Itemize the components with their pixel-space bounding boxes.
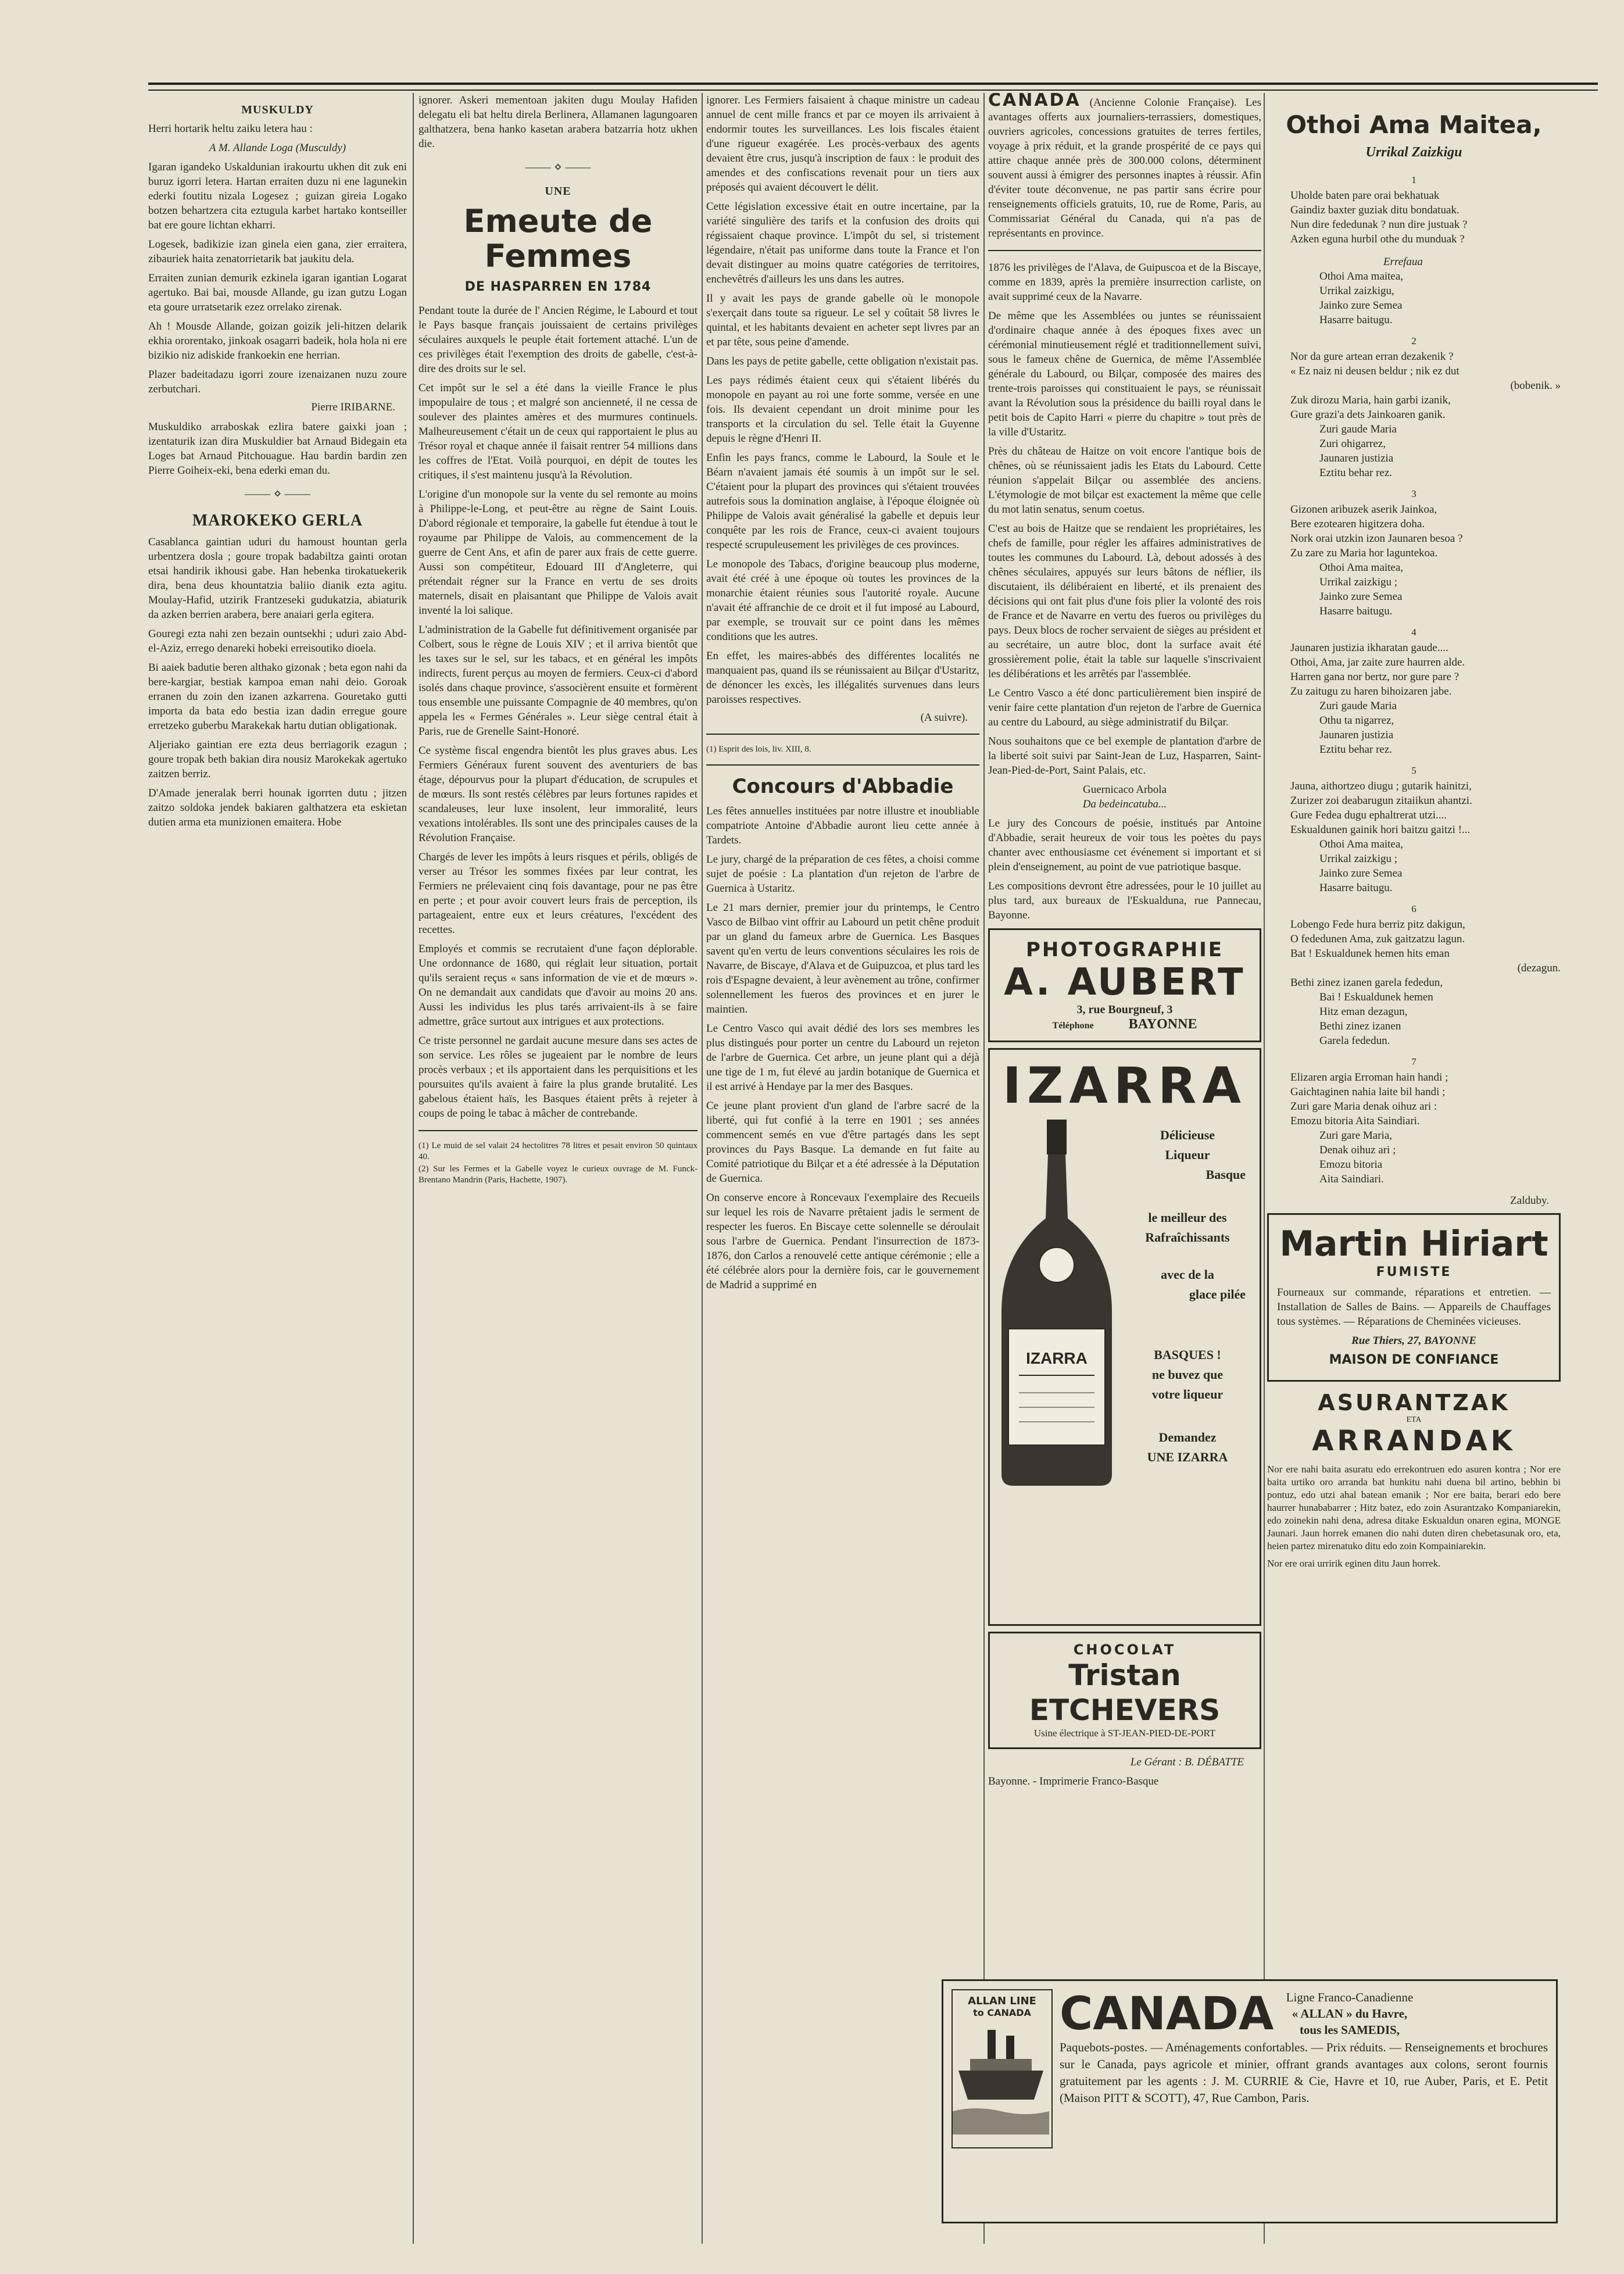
verse-line: Lobengo Fede hura berriz pitz dakigun,: [1290, 918, 1465, 931]
asurantzak-advert: [1267, 1390, 1561, 1570]
paragraph: De même que les Assemblées ou juntes se réunissaient d'ordinaire chaque année à des époques fixes avec un cérémonial minutieusement réglé et traditionnellement suivi, sous le fameux chêne de Guernica, de même l'Assemblée générale du Labourd, ou Bilçar, composée des maires des trente-trois paroisses qui constituaient le pays, se réunissait avant la Révolution sous la présidence du bailli royal dans le petit bois de Capito Harri « pierre du chapitre » tout près de la ville d'Ustaritz.: [988, 310, 1261, 438]
izarra-line: Liqueur: [1165, 1147, 1210, 1162]
hiriart-tagline: MAISON DE CONFIANCE: [1329, 1353, 1499, 1367]
photo-city: BAYONNE: [1128, 1017, 1197, 1032]
paragraph: Le Centro Vasco a été donc particulièrement bien inspiré de venir faire cette plantation d'un rejeton de l'arbre de Guernica au centre du Labourd, au siège administratif du Bilçar.: [988, 687, 1261, 728]
column-5: [1267, 93, 1561, 2244]
chocolat-address: Usine électrique à ST-JEAN-PIED-DE-PORT: [1033, 1728, 1216, 1739]
verse-line: Bai ! Eskualdunek hemen: [1319, 991, 1433, 1003]
allan-line-2: « ALLAN » du Havre,: [1292, 2007, 1408, 2021]
paragraph: Cette législation excessive était en outre incertaine, par la variété singulière des tarifs et la confusion des droits qui régissaient chaque province. L'impôt du sel, si tristement légendaire, n'était pas uniforme dans toute la France et l'on devait distinguer au moins quatre catégories de territoires, enchevêtrés d'ailleurs les uns dans les autres.: [706, 201, 979, 285]
verse-line: Zu zaitugu zu haren bihoizaren jabe.: [1290, 685, 1452, 698]
photo-name: A. AUBERT: [1004, 961, 1246, 1004]
photo-heading: PHOTOGRAPHIE: [1025, 938, 1224, 961]
bottle-label: IZARRA: [1026, 1349, 1088, 1367]
stanza: [1267, 1070, 1561, 1186]
paragraph: Casablanca gaintian uduri du hamoust hountan gerla urbentzera dosla ; goure tropak badabiltza gainti orotan etsai handirik ikhousi gabe. Han hebenka tirokatuekerik dira, bena deus khountatzia baliio dianik ezta agitu. Moulay-Hafid, utzirik Frantzeseki gudukatzia, abiaturik da azken berrien arabera, bere anaiari gerla egitera.: [148, 536, 407, 621]
column-1: [148, 93, 407, 2244]
verse-line: Jaunaren justizia: [1319, 729, 1394, 741]
paragraph: Cet impôt sur le sel a été dans la vieille France le plus impopulaire de tous ; et malgré son ancienneté, il ne cessa de soulever des plaintes amères et des murmures continuels. Malheureusement c'était un de ceux qui rapportaient le plus au Trésor royal et chaque année il faisait rentrer 54 millions dans les coffres de l'Etat. Voilà pourquoi, en dépit de toutes les critiques, il s'est maintenu jusqu'à la Révolution.: [418, 382, 697, 481]
page-top-rule: [148, 83, 1598, 91]
verse-line: (bobenik. »: [1510, 380, 1561, 392]
paragraph: Ce triste personnel ne gardait aucune mesure dans ses actes de son service. Les rôles se jugeaient par le nombre de leurs procès verbaux ; et ils apportaient dans les perquisitions et les poursuites qu'ils avaient à faire la plus grande brutalité. Les gabelous étaient haïs, les Basques étaient prêts à rejeter à coups de poing le tabac à mâcher de contrebande.: [418, 1035, 697, 1120]
poem-title: Othoi Ama Maitea,: [1286, 110, 1542, 139]
verse-line: Elizaren argia Erroman hain handi ;: [1290, 1071, 1448, 1084]
paragraph: Enfin les pays francs, comme le Labourd, la Soule et le Béarn n'avaient jamais été soumis à un impôt sur le sel. C'étaient pour la plupart des provinces qui s'étaient trouvées autrefois sous la domination anglaise, à l'époque éloignée où Philippe de Valois avait généralisé la gabelle et depuis leur conquête par les rois de France, ceux-ci avaient toujours respecté scrupuleusement les privilèges de ces provinces.: [706, 452, 979, 551]
izarra-line: votre liqueur: [1151, 1387, 1224, 1401]
verse-line: Aita Saindiari.: [1319, 1173, 1384, 1185]
verse-line: Zuri gare Maria,: [1319, 1129, 1393, 1142]
continuation-note: (A suivre).: [920, 711, 968, 724]
verse-line: Hasarre baitugu.: [1319, 605, 1393, 617]
verse-line: Azken eguna hurbil othe du munduak ?: [1290, 233, 1465, 245]
verse-line: Gure Fedea dugu ephaltrerat utzi....: [1290, 809, 1447, 821]
signature: Pierre IRIBARNE.: [311, 401, 395, 413]
column-4: [988, 93, 1261, 2244]
verse-line: Bere ezotearen higitzera doha.: [1290, 518, 1425, 530]
column-divider: [702, 93, 703, 2244]
izarra-line: UNE IZARRA: [1147, 1450, 1228, 1464]
verse-line: Bethi zinez izanen garela fededun,: [1290, 977, 1443, 989]
izarra-line: avec de la: [1161, 1267, 1214, 1282]
article-title: Emeute de Femmes: [463, 203, 653, 274]
verse-line: Bethi zinez izanen: [1319, 1020, 1401, 1032]
paragraph: Aljeriako gaintian ere ezta deus berriagorik ezagun ; goure tropak beth bakian dira nousiz Marokekak agertuko zaitzen berriz.: [148, 739, 407, 780]
verse-line: Jainko zure Semea: [1319, 591, 1403, 603]
paragraph: Bi aaiek badutie beren althako gizonak ; beta egon nahi da bere-kargiar, bestiak kampoa eman nahi deio. Goroak erranen du zoin den izanen azkarrena. Gouretako gutti importa da bata edo bestia izan dadin erregue goure erretzeko guberbu Marakekak hartu dutian obligationak.: [148, 662, 407, 732]
paragraph: Logesek, badikizie izan ginela eien gana, zier erraitera, zibauriek haita zenatorrietarik bat jaukitu dela.: [148, 238, 407, 265]
verse-line: Zu zare zu Maria hor laguntekoa.: [1290, 547, 1438, 559]
stanza-number: 3: [1411, 488, 1416, 499]
verse-line: Zuri gare Maria denak oihuz ari :: [1290, 1100, 1437, 1113]
izarra-line: Rafraîchissants: [1145, 1230, 1230, 1245]
refrain-label: Errefaua: [1383, 256, 1423, 268]
verse-line: Gizonen aribuzek aserik Jainkoa,: [1290, 503, 1437, 516]
stanza-number: 7: [1411, 1056, 1416, 1067]
verse-line: Gaichtaginen nahia laite bil handi ;: [1290, 1086, 1446, 1098]
paragraph: Employés et commis se recrutaient d'une façon déplorable. Une ordonnance de 1680, qui réglait leur situation, portait qu'ils seraient reçus « sans information de vie et de mœurs ». On ne demandait aux candidats que d'avoir au moins 20 ans. Aussi les individus les plus tarés arrivaient-ils à se faire admettre, grâce surtout aux intrigues et aux protections.: [418, 943, 697, 1028]
bottle-illustration: [996, 1120, 1124, 1494]
photo-telephone: Téléphone: [1052, 1021, 1094, 1031]
verse-line: O fededunen Ama, zuk gaitzatzu lagun.: [1290, 933, 1465, 945]
hiriart-name: Martin Hiriart: [1279, 1224, 1548, 1264]
allan-line-1: Ligne Franco-Canadienne: [1286, 1990, 1414, 2004]
verse-line: Uholde baten pare orai bekhatuak: [1290, 190, 1440, 202]
imprimerie-line: Bayonne. - Imprimerie Franco-Basque: [988, 1775, 1159, 1787]
asurantzak-close: Nor ere orai urririk eginen ditu Jaun horrek.: [1267, 1558, 1441, 1569]
column-divider: [983, 93, 985, 2244]
verse-line: Zuri gaude Maria: [1319, 700, 1397, 712]
column-3: [706, 93, 979, 2244]
arrandak-heading: ARRANDAK: [1312, 1425, 1516, 1457]
verse-line: Garela fededun.: [1319, 1035, 1390, 1047]
stanza-number: 5: [1411, 765, 1416, 776]
verse-line: Zuri ohigarrez,: [1319, 438, 1386, 450]
izarra-line: glace pilée: [1189, 1287, 1246, 1302]
allan-badge: ALLAN LINE: [968, 1995, 1036, 2007]
chocolat-name: Tristan ETCHEVERS: [1029, 1658, 1221, 1727]
hiriart-advert: [1267, 1213, 1561, 1382]
verse-line: Othoi Ama maitea,: [1319, 270, 1404, 283]
paragraph: L'origine d'un monopole sur la vente du sel remonte au moins à Philippe-le-Long, et peut-être au règne de Saint Louis. D'abord régionale et temporaire, la gabelle fut étendue à tout le royaume par Philippe de Valois, au commencement de la guerre de Cent Ans, et afin de parer aux frais de cette guerre. Aussi son compétiteur, Edouard III d'Angleterre, qui prétendait régner sur la France en vertu de ses droits maternels, disait en plaisantant que Philippe de Valois avait inventé la loi salique.: [418, 488, 697, 617]
izarra-line: Délicieuse: [1160, 1128, 1215, 1142]
verse-line: Bat ! Eskualdunek hemen hits eman: [1290, 948, 1450, 960]
signature: Guernicaco Arbola: [1082, 784, 1167, 796]
ship-illustration: [951, 1989, 1053, 2148]
section-heading-marokeko: MAROKEKO GERLA: [192, 512, 363, 530]
verse-line: Gaindiz baxter guziak ditu bondatuak.: [1290, 204, 1460, 216]
paragraph: Le 21 mars dernier, premier jour du printemps, le Centro Vasco de Bilbao vint offrir au Labourd un petit chêne produit par un gland du fameux arbre de Guernica. Les Basques savent qu'en vertu de leurs conventions séculaires les rois de Navarre, de Biscaye, d'Alava et de Guipuzcoa, et plus tard les rois d'Espagne devaient, à leur avènement au trône, confirmer solennellement les fueros des provinces et en jurer le maintien.: [706, 902, 979, 1016]
paragraph: L'administration de la Gabelle fut définitivement organisée par Colbert, sous le règne de Louis XIV ; et il arriva bientôt que les taxes sur le sel, sur les tabacs, et en général les impôts indirects, furent perçus au moyen de fermiers. Ceux-ci d'abord isolés dans chaque province, s'associèrent ensuite et formèrent tous ensemble une puissante Compagnie de 40 membres, qu'on appela les « Fermes Générales ». Leur siège central était à Paris, rue de Grenelle Saint-Honoré.: [418, 624, 697, 738]
footnote: (1) Esprit des lois, liv. XIII, 8.: [706, 745, 811, 754]
izarra-title: IZARRA: [1003, 1057, 1247, 1115]
verse-line: Emozu bitoria: [1319, 1159, 1383, 1171]
verse-line: Jainko zure Semea: [1319, 867, 1403, 879]
verse-line: Gure grazi'a dets Jainkoaren ganik.: [1290, 409, 1446, 421]
paragraph: D'Amade jeneralak berri hounak igorrten dutu ; jitzen zaitzo soldoka jendek bakiaren galthatzera eta eskietan dutien arma eta munizionen emaitera. Hobe: [148, 787, 407, 828]
paragraph: Chargés de lever les impôts à leurs risques et périls, obligés de verser au Trésor les sommes fixées par leur contrat, les Fermiers ne prélevaient cinq fois davantage, pour ne pas être en perte ; et pour avoir couvert leurs frais de perception, ils partageaient, entre eux et leurs créatures, l'excédent des recettes.: [418, 851, 697, 936]
signature: Da bedeincatuba...: [1082, 798, 1167, 810]
verse-line: Eztitu behar rez.: [1319, 467, 1393, 479]
verse-line: Eztitu behar rez.: [1319, 743, 1393, 756]
paragraph: Muskuldiko arraboskak ezlira batere gaixki joan ; izentaturik izan dira Muskuldier bat Arnaud Bidegain eta Loges bat Arnaud Pitchouague. Hau bardin bardin zen Pierre Goiheix-eki, bena ederki eman du.: [148, 421, 407, 477]
hiriart-job: FUMISTE: [1376, 1265, 1452, 1279]
verse-line: Jaunaren justizia ikharatan gaude....: [1290, 642, 1448, 654]
stanza-number: 6: [1411, 903, 1416, 914]
verse-line: Urrikal zaizkigu ;: [1319, 576, 1398, 588]
paragraph: ignorer. Les Fermiers faisaient à chaque ministre un cadeau annuel de cent mille francs et par ce moyen ils arrivaient à endormir toutes les surveillances. Les lois fiscales étaient d'une rigueur exagérée. Les procès-verbaux des agents devaient être crus, jusqu'à inscription de faux : le produit des amendes et des confiscations revenait pour un tiers aux préposés qui avaient découvert le délit.: [706, 94, 979, 194]
verse-line: Nor da gure artean erran dezakenik ?: [1290, 351, 1454, 363]
photo-address: 3, rue Bourgneuf, 3: [1076, 1003, 1173, 1016]
paragraph: Ce jeune plant provient d'un gland de l'arbre sacré de la liberté, qui fut confié à la terre en 1901 ; ses années commencent semés en vue d'être partagés dans les sept provinces du Pays Basque. La demande en fut faite au Comité patriotique du Bilçar et a été adressée à la Députation de Guernica.: [706, 1100, 979, 1185]
ornament-divider: —— ⋄ ——: [525, 159, 591, 174]
izarra-advert: [988, 1048, 1261, 1626]
paragraph: Ah ! Mousde Allande, goizan goizik jeli-hitzen delarik ekhia ororentako, jinkoak osagarri badeik, hola hola ni ere bizikio niz adiskide frankoekin ene herrian.: [148, 320, 407, 362]
poem: [1267, 174, 1561, 1186]
canada-notice: [988, 93, 1261, 241]
footnote-rule: [706, 734, 979, 735]
verse-line: Othoi Ama maitea,: [1319, 562, 1404, 574]
footnote-rule: [418, 1130, 697, 1131]
verse-line: Othoi, Ama, jar zaite zure haurren alde.: [1290, 656, 1465, 668]
stanza-number: 1: [1411, 174, 1416, 185]
verse-line: Zuk dirozu Maria, hain garbi izanik,: [1290, 394, 1451, 406]
paragraph: Les pays rédimés étaient ceux qui s'étaient libérés du monopole en payant au roi une forte somme, versée en une fois. Ils devaient cependant un droit minime pour les transports et la circulation du sel. Telle était la Guyenne depuis le règne d'Henri II.: [706, 374, 979, 445]
verse-line: Jaunaren justizia: [1319, 452, 1394, 464]
bottle-icon: [996, 1120, 1118, 1492]
paragraph: Dans les pays de petite gabelle, cette obligation n'existait pas.: [706, 355, 979, 367]
verse-line: Hasarre baitugu.: [1319, 314, 1393, 326]
paragraph: Les compositions devront être adressées, pour le 10 juillet au plus tard, aux bureaux de l'Eskualduna, rue Pannecau, Bayonne.: [988, 880, 1261, 921]
paragraph: Les fêtes annuelles instituées par notre illustre et inoubliable compatriote Antoine d'Abbadie auront lieu cette année à Tardets.: [706, 805, 979, 846]
paragraph: Igaran igandeko Uskaldunian irakourtu ukhen dit zuk eni buruz igorri letera. Hartan erraiten duzu ni ene lagunekin ederki foutitu nizala Logesez ; guizan gireia Logako botzen behartzera cita eztugula karbet hartako kontseiller bat ere goure lichtan ekharri.: [148, 161, 407, 231]
verse-line: Urrikal zaizkigu,: [1319, 285, 1394, 297]
verse-line: Nun dire fededunak ? nun dire justuak ?: [1290, 219, 1468, 231]
verse-line: Othoi Ama maitea,: [1319, 838, 1404, 850]
verse-line: Nork orai utzkin izon Jaunaren besoa ?: [1290, 532, 1463, 545]
verse-line: Hitz eman dezagun,: [1319, 1006, 1408, 1018]
asurantzak-eta: ETA: [1406, 1415, 1422, 1424]
verse-line: Othu ta nigarrez,: [1319, 714, 1394, 727]
paragraph: Ce système fiscal engendra bientôt les plus graves abus. Les Fermiers Généraux furent souvent des aventuriers de bas étage, dépourvus pour la plupart d'éducation, de scrupules et de mœurs. Ils sont restés célèbres par leurs fortunes rapides et scandaleuses, leur luxe insolent, leur immoralité, leurs vexations intolérables. Ils sont une des principales causes de la Révolution Française.: [418, 745, 697, 844]
stanza: [1267, 349, 1561, 480]
verse-line: Zurizer zoi deabarugun zitaiikun ahantzi.: [1290, 795, 1472, 807]
paragraph: Le jury, chargé de la préparation de ces fêtes, a choisi comme sujet de poésie : La plantation d'un rejeton de l'arbre de Guernica à Ustaritz.: [706, 853, 979, 895]
footnote: (2) Sur les Fermes et la Gabelle voyez le curieux ouvrage de M. Funck-Brentano Mandrin (Paris, Hachette, 1907).: [418, 1164, 697, 1185]
poem-subtitle: Urrikal Zaizkigu: [1365, 145, 1462, 160]
paragraph: On conserve encore à Roncevaux l'exemplaire des Recueils sur lequel les rois de Navarre prêtaient jadis le serment de respecter les fueros. En Biscaye cette solennelle se déroulait sous l'arbre de Guernica. Pendant l'insurrection de 1873-1876, don Carlos a renouvelé cette antique cérémonie ; elle a été célébrée alors pour la dernière fois, car le gouvernement de Madrid a supprimé en: [706, 1192, 979, 1291]
paragraph: Près du château de Haitze on voit encore l'antique bois de chênes, où se réunissaient jadis les Etats du Labourd. Cette réunion s'appelait Bilçar ou assemblée des anciens. L'étymologie de mot bilçar est exactement la même que celle du mot latin senatus, senum coetus.: [988, 445, 1261, 516]
gerant-line: Le Gérant : B. DÉBATTE: [1130, 1756, 1244, 1768]
ornament-divider: —— ⋄ ——: [245, 486, 310, 500]
izarra-line: ne buvez que: [1151, 1367, 1224, 1382]
asurantzak-heading: ASURANTZAK: [1318, 1390, 1510, 1415]
column-divider: [1264, 93, 1265, 2244]
allan-canada-title: CANADA: [1060, 1988, 1274, 2040]
stanza: [1267, 779, 1561, 895]
paragraph: Erraiten zunian demurik ezkinela igaran igantian Logarat agertuko. Bai bai, mousde Allande, gu izan gutzu Logan eta goure urratsetarik ezez orrelako zirenak.: [148, 272, 407, 313]
column-2: [418, 93, 697, 2244]
paragraph: En effet, les maires-abbés des différentes localités ne manquaient pas, quand ils se réunissaient au Bilçar d'Ustaritz, de dénoncer les excès, les illégalités survenues dans leurs paroisses respectives.: [706, 650, 979, 706]
paragraph: Il y avait les pays de grande gabelle où le monopole s'exerçait dans toute sa rigueur. Le sel y coûtait 58 livres le quintal, et les habitants devaient en acheter sept livres par an et par tête, sous peine d'amende.: [706, 292, 979, 348]
verse-line: Urrikal zaizkigu ;: [1319, 853, 1398, 865]
poem-author: Zalduby.: [1510, 1195, 1549, 1207]
asurantzak-text: Nor ere nahi baita asuratu edo errekontruen edo asuren kontra ; Nor ere baita urtiko oro arranda bat hunkitu nahi duena bil artino, bebhin bi pontuz, edo utzi ahal batean emanik ; Nor ere baita, berari edo bere haurrer hunababarrer ; Hitz batez, edo zoin Asurantzako Kompaniarekin, edo zoinekin nahi dena, adresa ditake Eskualdun onaren egina, MONGE Jaunari. Jaun horrek emanen dio nahi duten diren chebetasunak oro, eta, heien partez mirenatuko ditu edo zoin Kompainiarekin.: [1267, 1464, 1561, 1551]
paragraph: Herri hortarik heltu zaiku letera hau :: [148, 123, 313, 135]
paragraph: C'est au bois de Haitze que se rendaient les propriétaires, les chefs de famille, pour régler les affaires administratives de toutes les communes du Labourd. Là, debout adossés à des chênes séculaires, appuyés sur leurs bâtons de néflier, ils discutaient, ils délibéraient en liberté, et ils prenaient des décisions qui ont fait plus d'une fois plier la volonté des rois de France et de Navarre en vertu des fueros ou privilèges du pays. Deux blocs de rocher servaient de sièges au président et au secrétaire, un autre bloc, dont la surface avait été grossièrement polie, était la table sur laquelle s'inscrivaient les délibérations et les arrêtés par l'assemblée.: [988, 523, 1261, 680]
verse-line: Zuri gaude Maria: [1319, 423, 1397, 435]
allan-line-3: tous les SAMEDIS,: [1299, 2023, 1400, 2037]
paragraph: Le Centro Vasco qui avait dédié des lors ses membres les plus distingués pour porter un centre du Labourd un rejeton de l'arbre de Guernica. Cet arbre, un jeune plant qui a déjà une tige de 1 m, fut élevé au jardin botanique de Guernica et il est arrivé à Hendaye par la mer des Basques.: [706, 1022, 979, 1093]
paragraph: 1876 les privilèges de l'Alava, de Guipuscoa et de la Biscaye, comme en 1839, après la première insurrection carliste, on avait supprimé ceux de la Navarre.: [988, 262, 1261, 303]
section-heading-concours: Concours d'Abbadie: [732, 775, 954, 798]
hiriart-text: Fourneaux sur commande, réparations et entretien. — Installation de Salles de Bains. — Appareils de Chauffages tous systèmes. — Réparations de Cheminées vicieuses.: [1277, 1286, 1551, 1328]
verse-line: Harren gana nor bertz, nor gure pare ?: [1290, 671, 1460, 683]
verse-line: (dezagun.: [1517, 962, 1561, 974]
column-divider: [413, 93, 414, 2244]
hiriart-address: Rue Thiers, 27, BAYONNE: [1351, 1335, 1476, 1347]
izarra-line: Basque: [1206, 1167, 1246, 1182]
section-rule: [988, 250, 1261, 251]
paragraph: A M. Allande Loga (Musculdy): [209, 142, 346, 154]
paragraph: Nous souhaitons que ce bel exemple de plantation d'arbre de la liberté soit suivi par Saint-Jean de Luz, Hasparren, Saint-Jean-Pied-de-Port, Saint Palais, etc.: [988, 735, 1261, 777]
chocolat-heading: CHOCOLAT: [1073, 1642, 1176, 1658]
verse-line: Emozu bitoria Aita Saindiari.: [1290, 1115, 1420, 1127]
izarra-line: BASQUES !: [1154, 1347, 1221, 1362]
izarra-line: le meilleur des: [1148, 1210, 1227, 1225]
stanza-number: 2: [1411, 335, 1416, 346]
stanza: [1267, 188, 1561, 246]
verse-line: Jauna, aithortzeo diugu ; gutarik hainitzi,: [1290, 780, 1472, 792]
paragraph: Le monopole des Tabacs, d'origine beaucoup plus moderne, avait été créé à une époque où toutes les provinces de la monarchie étaient réunies sous l'autorité royale. Aucune n'avait été affranchie de ce droit et il fut imposé au Labourd, par exemple, se trouvait sur ce point dans les mêmes conditions que les autres.: [706, 558, 979, 643]
paragraph: Le jury des Concours de poésie, institués par Antoine d'Abbadie, serait heureux de voir tous les poètes du pays chanter avec enthousiasme cet événement si important et si plein d'enseignement, au point de vue patriotique basque.: [988, 817, 1261, 873]
chocolat-advert: [988, 1632, 1261, 1749]
section-heading-muskuldy: MUSKULDY: [241, 103, 314, 116]
allan-body: Paquebots-postes. — Aménagements confortables. — Prix réduits. — Renseignements et brochures sur le Canada, pays agricole et minier, offrant grands avantages aux colons, seront fournis gratuitement par les agents : J. M. CURRIE & Cie, Havre et 10, rue Auber, Paris, et E. Petit (Maison PITT & SCOTT), 47, Rue Cambon, Paris.: [1060, 2040, 1548, 2105]
izarra-line: Demandez: [1158, 1430, 1217, 1445]
verse-line: Hasarre baitugu.: [1319, 882, 1393, 894]
section-rule: [706, 764, 979, 766]
canada-notice-text: (Ancienne Colonie Française). Les avantages offerts aux journaliers-terrassiers, domestiques, ouvriers agricoles, concessions gratuites de terres fertiles, voyage à prix réduit, et la grande prospérité de ce pays qui attire chaque année près de 300.000 colons, déterminent souvent aussi à émigrer des personnes inaptes à réussir. Afin d'éviter toute déconvenue, ne pas partir sans écrire pour renseignements officiels gratuits, 10, rue de Rome, Paris, au Commissariat Général du Canada, qui n'a pas de représentants en province.: [988, 96, 1261, 239]
stanza: [1267, 502, 1561, 618]
stanza-number: 4: [1411, 627, 1416, 638]
paragraph: Gouregi ezta nahi zen bezain ountsekhi ; uduri zaio Abd-el-Aziz, errego denareki hobeki erreisoutiko dioela.: [148, 628, 407, 655]
article-kicker: UNE: [545, 185, 571, 198]
refrain: [1267, 269, 1561, 327]
verse-line: Jainko zure Semea: [1319, 299, 1403, 312]
canada-notice-title: CANADA: [988, 93, 1081, 110]
article-subtitle: DE HASPARREN EN 1784: [464, 280, 652, 294]
stanza: [1267, 641, 1561, 757]
allan-line-advert: [942, 1979, 1558, 2223]
photographie-advert: [988, 928, 1261, 1042]
paragraph: ignorer. Askeri mementoan jakiten dugu Moulay Hafiden delegatu eli bat heltu direla Berlinera, Allamanen lagungoaren galthatzera, bena hanko kasetan arabera batzarria hotz ukhen die.: [418, 94, 697, 150]
stanza: [1267, 917, 1561, 1048]
allan-badge-2: to CANADA: [973, 2007, 1031, 2018]
paragraph: Pendant toute la durée de l' Ancien Régime, le Labourd et tout le Pays basque français jouissaient de certains privilèges séculaires auxquels le peuple était fortement attaché. L'un de ces privilèges était l'exemption des droits de gabelle, c'est-à-dire des droits sur le sel.: [418, 305, 697, 375]
verse-line: Eskualdunen gainik hori baitzu gaitzi !...: [1290, 824, 1471, 836]
verse-line: Denak oihuz ari ;: [1319, 1144, 1396, 1156]
footnote: (1) Le muid de sel valait 24 hectolitres 78 litres et pesait environ 50 quintaux 40.: [418, 1141, 697, 1161]
paragraph: Plazer badeitadazu igorri zoure izenaizanen nuzu zoure zerbutchari.: [148, 369, 407, 395]
ship-icon: [953, 2018, 1049, 2134]
verse-line: « Ez naiz ni deusen beldur ; nik ez dut: [1290, 365, 1460, 377]
